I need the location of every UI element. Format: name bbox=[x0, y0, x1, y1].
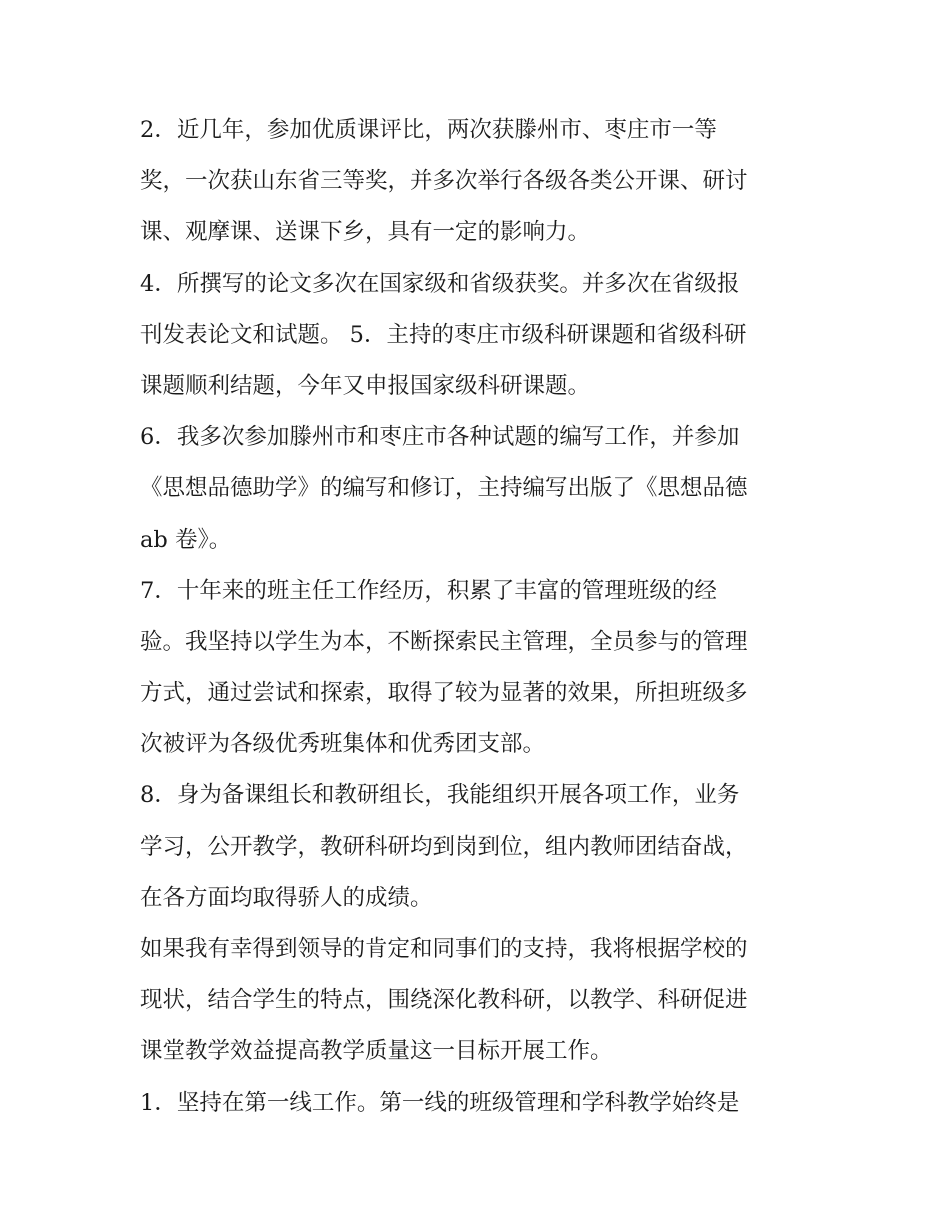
text-line: 《思想品德助学》的编写和修订，主持编写出版了《思想品德 bbox=[140, 475, 748, 502]
body-text bbox=[140, 105, 820, 1129]
text-line: 奖，一次获山东省三等奖，并多次举行各级各类公开课、研讨 bbox=[140, 168, 748, 195]
text-line: 7．十年来的班主任工作经历，积累了丰富的管理班级的经 bbox=[140, 577, 717, 604]
text-line: 课堂教学效益提高教学质量这一目标开展工作。 bbox=[140, 1038, 613, 1065]
text-line: 4．所撰写的论文多次在国家级和省级获奖。并多次在省级报 bbox=[140, 270, 740, 297]
text-line: 1．坚持在第一线工作。第一线的班级管理和学科教学始终是 bbox=[140, 1089, 740, 1116]
text-line: 课题顺利结题，今年又申报国家级科研课题。 bbox=[140, 372, 591, 399]
text-line: 2．近几年，参加优质课评比，两次获滕州市、枣庄市一等 bbox=[140, 117, 717, 143]
text-line: 验。我坚持以学生为本，不断探索民主管理，全员参与的管理 bbox=[140, 628, 748, 655]
text-line: 8．身为备课组长和教研组长，我能组织开展各项工作，业务 bbox=[140, 782, 740, 809]
text-line: 6．我多次参加滕州市和枣庄市各种试题的编写工作，并参加 bbox=[140, 424, 740, 451]
text-line: 课、观摩课、送课下乡，具有一定的影响力。 bbox=[140, 219, 591, 246]
text-line: 次被评为各级优秀班集体和优秀团支部。 bbox=[140, 731, 546, 758]
text-line: 方式，通过尝试和探索，取得了较为显著的效果，所担班级多 bbox=[140, 680, 748, 707]
text-line: 学习，公开教学，教研科研均到岗到位，组内教师团结奋战， bbox=[140, 833, 748, 860]
text-line: 现状，结合学生的特点，围绕深化教科研，以教学、科研促进 bbox=[140, 987, 748, 1014]
text-line: ab 卷》。 bbox=[140, 526, 232, 553]
text-line: 如果我有幸得到领导的肯定和同事们的支持，我将根据学校的 bbox=[140, 936, 748, 962]
text-line: 刊发表论文和试题。 5．主持的枣庄市级科研课题和省级科研 bbox=[140, 321, 747, 348]
text-line: 在各方面均取得骄人的成绩。 bbox=[140, 884, 433, 911]
